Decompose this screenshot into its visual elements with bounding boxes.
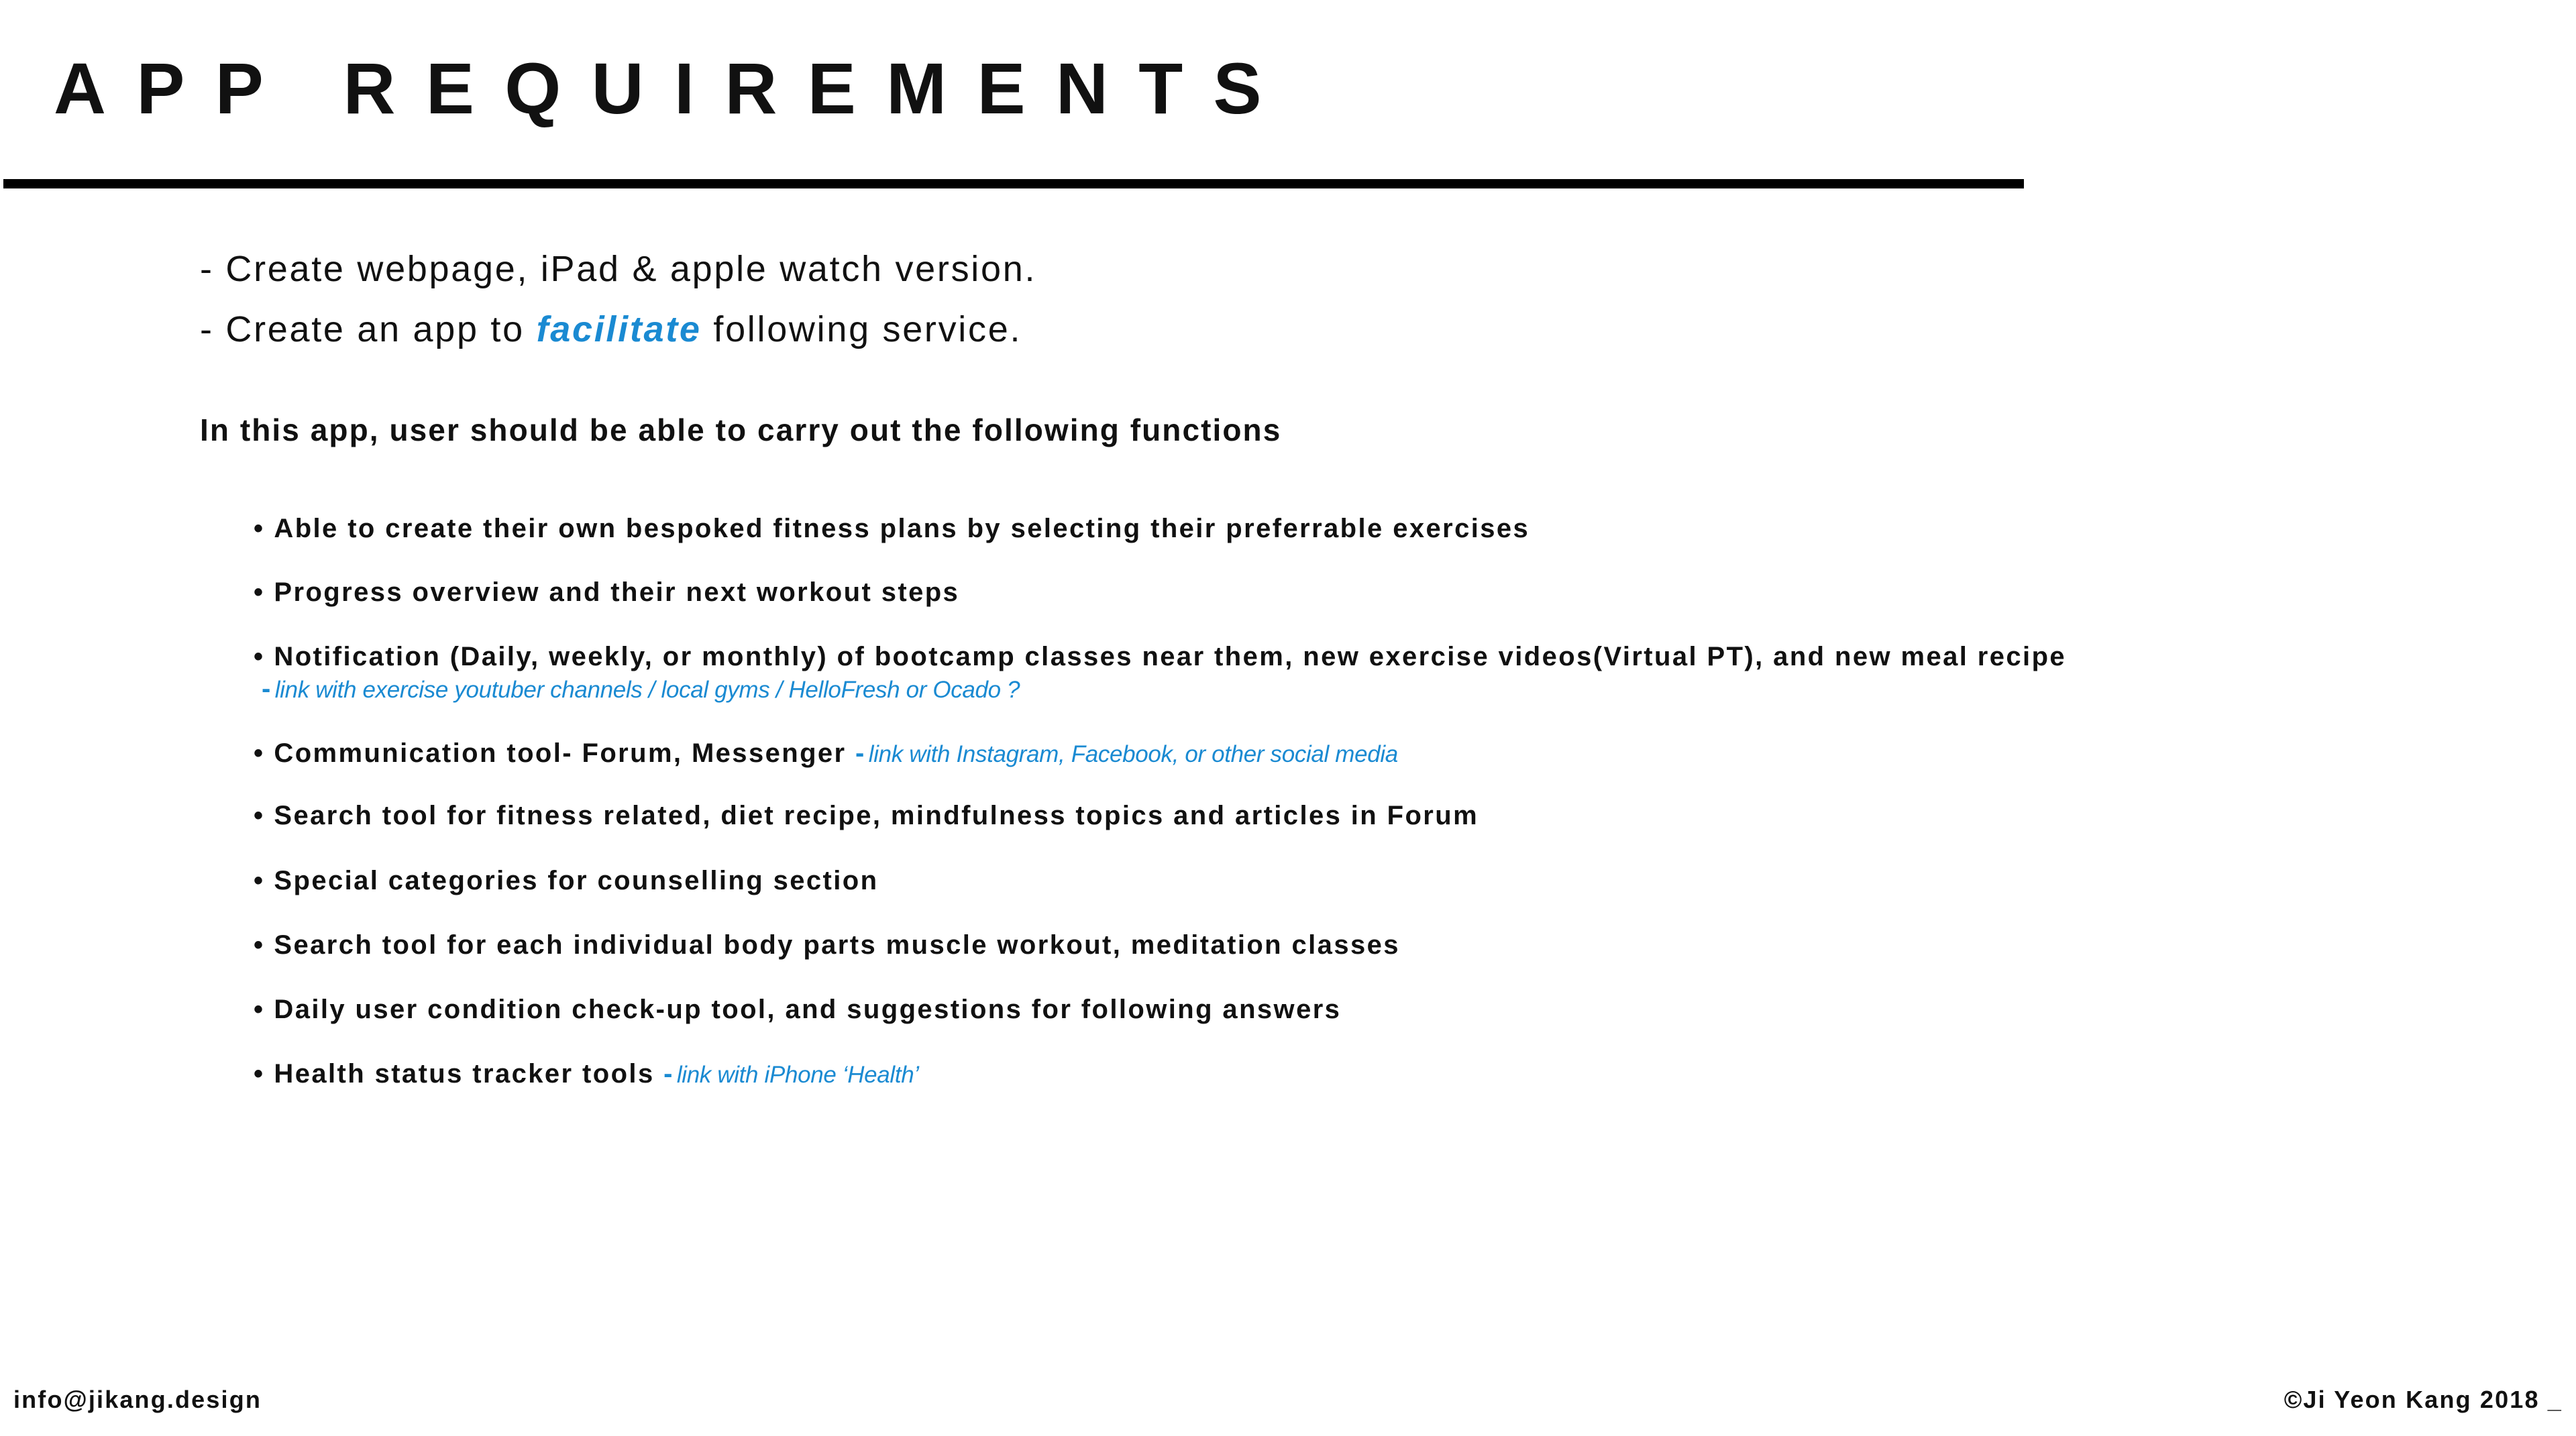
bullet-icon: • xyxy=(254,577,265,607)
note-dash: - xyxy=(855,738,866,768)
function-item-health-tracker xyxy=(254,1058,919,1089)
function-text: Search tool for fitness related, diet recipe, mindfulness topics and articles in Forum xyxy=(274,801,1479,830)
bullet-icon: • xyxy=(254,738,265,768)
function-item-search-topics xyxy=(254,800,1479,831)
function-item-communication xyxy=(254,738,1398,769)
functions-lead: In this app, user should be able to carry out the following functions xyxy=(200,412,1282,447)
function-item-bespoke-plans xyxy=(254,513,1529,544)
bullet-icon: • xyxy=(254,866,265,895)
function-item-progress xyxy=(254,577,959,608)
intro-line-2-prefix: - Create an app to xyxy=(200,309,537,349)
function-note: link with exercise youtuber channels / local gyms / HelloFresh or Ocado ? xyxy=(274,677,1020,703)
intro-line-2-suffix: following service. xyxy=(701,309,1022,349)
function-text: Search tool for each individual body parts muscle workout, meditation classes xyxy=(274,930,1400,960)
bullet-icon: • xyxy=(254,514,265,543)
bullet-icon: • xyxy=(254,801,265,830)
intro-block xyxy=(200,239,1036,360)
intro-line-1: - Create webpage, iPad & apple watch version. xyxy=(200,249,1037,289)
function-text: Able to create their own bespoked fitness plans by selecting their preferrable exercises xyxy=(274,514,1530,543)
function-text: Special categories for counselling section xyxy=(274,866,879,895)
function-note: link with iPhone ‘Health’ xyxy=(676,1062,919,1088)
intro-emphasis: facilitate xyxy=(536,309,702,349)
intro-line-2 xyxy=(200,299,1036,360)
function-note: link with Instagram, Facebook, or other social media xyxy=(868,741,1398,767)
page-title: APP REQUIREMENTS xyxy=(54,48,1292,129)
function-note-line xyxy=(262,673,2066,704)
function-text: Health status tracker tools xyxy=(274,1059,664,1089)
function-text: Daily user condition check-up tool, and suggestions for following answers xyxy=(274,995,1342,1024)
bullet-icon: • xyxy=(254,930,265,960)
function-text: Communication tool- Forum, Messenger xyxy=(274,738,856,768)
bullet-icon: • xyxy=(254,1059,265,1089)
note-dash: - xyxy=(663,1059,674,1089)
footer-email: info@jikang.design xyxy=(13,1386,262,1413)
function-item-counselling xyxy=(254,865,878,896)
function-item-notification xyxy=(254,641,2066,704)
title-divider xyxy=(3,179,2024,188)
bullet-icon: • xyxy=(254,642,265,671)
function-text: Progress overview and their next workout steps xyxy=(274,577,960,607)
function-item-body-parts xyxy=(254,930,1400,960)
bullet-icon: • xyxy=(254,995,265,1024)
footer-copyright: ©Ji Yeon Kang 2018 _ xyxy=(2284,1386,2563,1413)
note-dash: - xyxy=(262,674,272,704)
function-text: Notification (Daily, weekly, or monthly) of bootcamp classes near them, new exercise videos(Virtual PT), and new meal recipe xyxy=(274,642,2067,671)
function-item-condition-checkup xyxy=(254,994,1341,1025)
